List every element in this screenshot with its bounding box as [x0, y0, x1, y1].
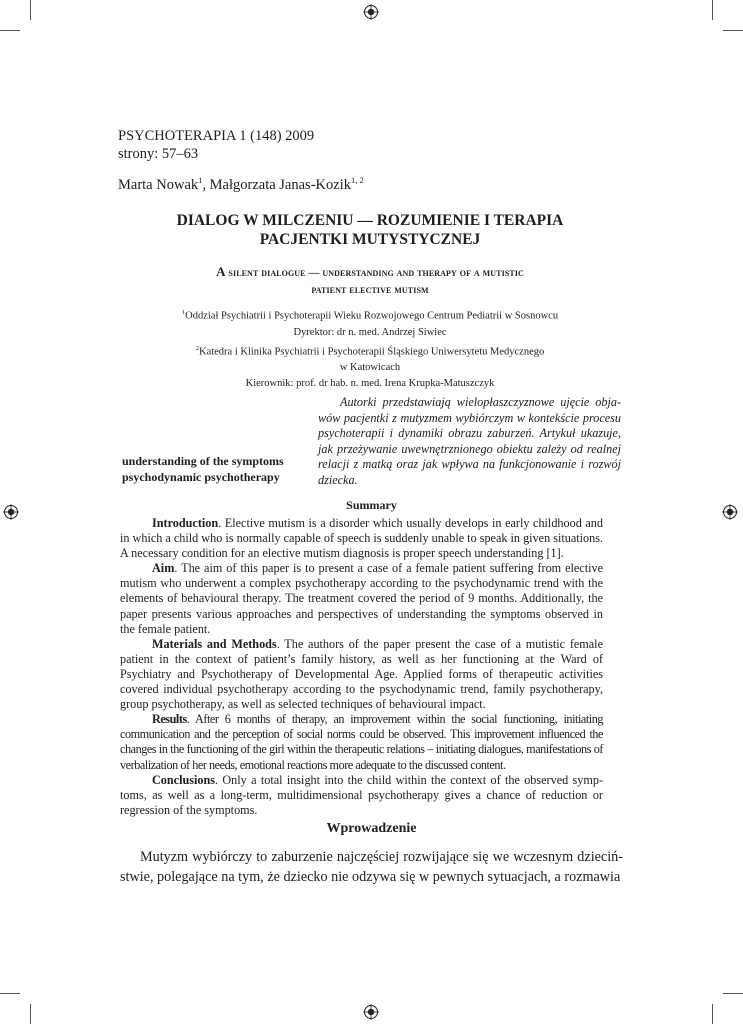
summary-label: Introduction: [152, 516, 219, 530]
affiliation-text: Katedra i Klinika Psychiatrii i Psychoterapii Śląskiego Uniwersytetu Medycznego: [198, 346, 545, 357]
crop-mark-top-right-vertical: [712, 0, 713, 20]
keywords: [122, 453, 284, 485]
affiliation-text: Oddział Psychiatrii i Psychoterapii Wieku Rozwojowego Centrum Pediatrii w Sosnowcu: [185, 310, 559, 322]
title-line: [120, 263, 620, 282]
keyword: psychodynamic psychotherapy: [122, 470, 280, 484]
crop-mark-bottom-left-horizontal: [0, 993, 20, 994]
article-title-polish: [120, 211, 620, 249]
registration-mark-bottom-icon: [363, 1004, 379, 1020]
crop-mark-bottom-right-horizontal: [723, 993, 743, 994]
crop-mark-bottom-right-vertical: [712, 1004, 713, 1024]
affiliation-line: [120, 341, 620, 361]
affiliation-line: w Katowicach: [339, 362, 401, 373]
summary-text: . Only a total insight into the child within the context of the observed symptoms, as well as a long-term, multidimensional psychotherapy gives a chance of reduction or regression of the symptoms.: [120, 772, 603, 817]
summary-text: . The aim of this paper is to present a case of a female patient suffering from elective mutism who underwent a complex psychotherapy according to the psychodynamic trend with the elements of behavioural therapy. The treatment covered the period of 9 months. Additionally, the paper presents various approaches and perspectives of understanding the symptoms observed in the female patient.: [120, 561, 603, 636]
summary-label: Materials and Methods: [152, 636, 277, 651]
summary-label: Conclusions: [152, 772, 215, 787]
title-text: silent dialogue — understanding and therapy of a mutistic: [225, 267, 524, 279]
section-body: [120, 847, 623, 887]
affiliation-line: [120, 305, 620, 325]
title-line: PACJENTKI MUTYSTYCZNEJ: [259, 231, 481, 248]
title-line: patient elective mutism: [311, 284, 429, 296]
summary-heading: Summary: [346, 498, 397, 512]
summary-paragraph: [120, 561, 603, 636]
crop-mark-top-left-horizontal: [0, 30, 20, 31]
abstract-polish: Autorki przedstawiają wielopłaszczyznowe ujęcie objawów pacjentki z mutyzmem wybiórczym w kontekście procesu psychoterapii i dynamiki obrazu zaburzeń. Artykuł ukazuje, jak przeżywanie uwewnętrznionego obiektu zależy od realnej relacji z matką oraz jak wpływa na funkcjonowanie i rozwój dziecka.: [318, 395, 621, 487]
title-initial: A: [216, 264, 226, 279]
author-affiliation-ref: 1: [198, 175, 203, 185]
crop-mark-top-right-horizontal: [723, 30, 743, 31]
summary-text: . Elective mutism is a disorder which usually develops in early childhood and in which a child who is normally capable of speech is suddenly unable to speak in given situations. A necessary condition for an elective mutism diagnosis is proper speech understanding [1].: [120, 516, 603, 561]
affiliation-line: Dyrektor: dr n. med. Andrzej Siwiec: [293, 326, 447, 338]
summary-body: [120, 516, 603, 818]
body-paragraph: Mutyzm wybiórczy to zaburzenie najczęściej rozwijające się we wczesnym dzieciństwie, polegające na tym, że dziecko nie odzywa się w pewnych sytuacjach, a rozmawia: [120, 849, 623, 885]
title-line: DIALOG W MILCZENIU — ROZUMIENIE I TERAPIA: [176, 212, 564, 229]
crop-mark-bottom-left-vertical: [30, 1004, 31, 1024]
author-list: Marta Nowak$^1$, Małgorzata Janas-Kozik$^{1, 2}$: [118, 175, 364, 193]
affiliation-ref: 2: [195, 344, 199, 352]
affiliation-line: Kierownik: prof. dr hab. n. med. Irena Krupka-Matuszczyk: [245, 378, 495, 389]
keyword: understanding of the symptoms: [122, 454, 284, 468]
summary-text: . The authors of the paper present the case of a mutistic female patient in the context of patient’s family history, as well as her functioning at the Ward of Psychiatry and Psychotherapy of Developmental Age. Applied forms of therapeutic activities covered individual psychotherapy according to the psychodynamic trend, family psychotherapy, group psychotherapy, as well as selected techniques of behavioural impact.: [120, 636, 603, 712]
summary-label: Results: [152, 712, 187, 727]
crop-mark-top-left-vertical: [30, 0, 31, 20]
registration-mark-top-icon: [363, 4, 379, 20]
journal-header: [118, 127, 314, 163]
affiliation-ref: 1: [181, 309, 186, 316]
section-heading: Wprowadzenie: [326, 821, 417, 836]
article-title-english: [120, 263, 620, 299]
summary-text: . After 6 months of therapy, an improvement within the social functioning, initiating communication and the perception of social norms could be observed. This improvement influenced the changes in the functioning of the girl within the therapeutic relations – initiating dialogues, manifestations of verbalization of her needs, emotional reactions more adequate to the discussed content.: [120, 712, 603, 772]
journal-pages: strony: 57–63: [118, 146, 199, 162]
author-name: Małgorzata Janas-Kozik: [209, 176, 351, 193]
registration-mark-right-icon: [722, 504, 738, 520]
summary-paragraph: [120, 712, 603, 772]
author-affiliation-ref: 1, 2: [350, 175, 364, 185]
journal-issue: PSYCHOTERAPIA 1 (148) 2009: [118, 128, 315, 144]
summary-paragraph: [120, 637, 603, 712]
summary-label: Aim: [152, 561, 175, 576]
author-name: Marta Nowak: [118, 176, 199, 193]
summary-paragraph: [120, 773, 603, 818]
registration-mark-left-icon: [3, 504, 19, 520]
affiliations: [120, 305, 620, 392]
summary-paragraph: [120, 516, 603, 561]
